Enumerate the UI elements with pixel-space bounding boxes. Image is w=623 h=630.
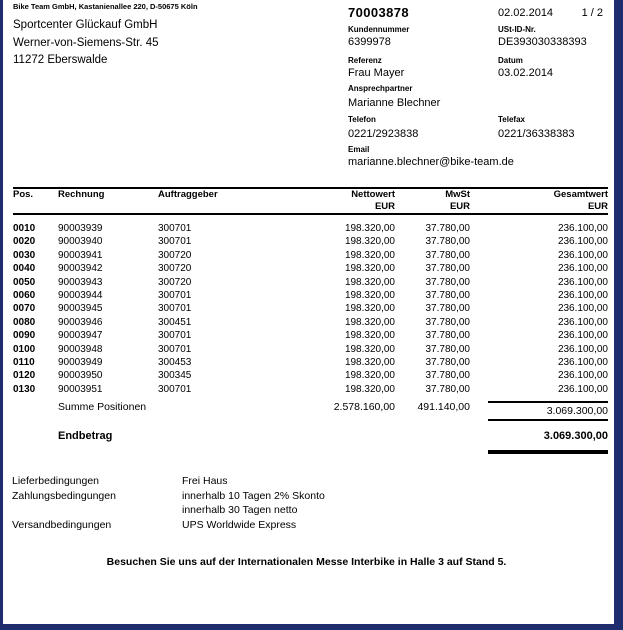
table-row xyxy=(13,302,608,315)
condition-row xyxy=(12,489,325,504)
date-value: 03.02.2014 xyxy=(498,67,554,79)
row-mwst: 37.780,00 xyxy=(425,236,470,248)
row-mwst: 37.780,00 xyxy=(425,223,470,234)
row-pos: 0090 xyxy=(13,330,36,342)
condition-row xyxy=(12,518,325,533)
col-header-nettowert: Nettowert EUR xyxy=(288,188,395,214)
row-nettowert: 198.320,00 xyxy=(344,370,395,382)
nettowert-currency: EUR xyxy=(374,201,395,212)
summe-mwst: 491.140,00 xyxy=(417,401,470,414)
table-row xyxy=(13,329,608,342)
row-rechnung: 90003944 xyxy=(58,290,103,302)
row-rechnung: 90003941 xyxy=(58,249,103,261)
row-mwst: 37.780,00 xyxy=(425,290,470,302)
row-pos: 0050 xyxy=(13,276,36,288)
row-pos: 0130 xyxy=(13,383,36,395)
col-header-pos: Pos. xyxy=(13,188,58,214)
table-row xyxy=(13,235,608,248)
condition-value: UPS Worldwide Express xyxy=(182,518,297,531)
customer-number-value: 6399978 xyxy=(348,36,391,48)
table-row xyxy=(13,343,608,356)
row-nettowert: 198.320,00 xyxy=(344,276,395,288)
row-auftraggeber: 300701 xyxy=(158,290,192,302)
customer-number-label: Kundennummer xyxy=(348,25,410,34)
row-mwst: 37.780,00 xyxy=(425,383,470,395)
row-auftraggeber: 300701 xyxy=(158,236,192,248)
summe-netto: 2.578.160,00 xyxy=(333,401,395,414)
row-nettowert: 198.320,00 xyxy=(344,290,395,302)
endbetrag-double-rule xyxy=(488,450,608,454)
row-nettowert: 198.320,00 xyxy=(344,383,395,395)
row-gesamtwert: 236.100,00 xyxy=(557,330,608,342)
row-auftraggeber: 300345 xyxy=(158,370,192,382)
condition-label: Zahlungsbedingungen xyxy=(12,489,116,502)
table-row xyxy=(13,369,608,382)
col-header-mwst: MwSt EUR xyxy=(395,188,470,214)
row-gesamtwert: 236.100,00 xyxy=(557,316,608,328)
row-auftraggeber: 300701 xyxy=(158,223,192,234)
row-rechnung: 90003948 xyxy=(58,343,103,355)
row-nettowert: 198.320,00 xyxy=(344,343,395,355)
document-info-block xyxy=(348,0,608,180)
condition-label xyxy=(12,503,182,518)
fax-value: 0221/36338383 xyxy=(498,128,575,140)
recipient-address-block xyxy=(13,17,159,70)
reference-label: Referenz xyxy=(348,56,382,65)
row-mwst: 37.780,00 xyxy=(425,370,470,382)
row-mwst: 37.780,00 xyxy=(425,316,470,328)
row-nettowert: 198.320,00 xyxy=(344,249,395,261)
row-auftraggeber: 300720 xyxy=(158,249,192,261)
email-label: Email xyxy=(348,145,370,154)
row-rechnung: 90003947 xyxy=(58,330,103,342)
row-gesamtwert: 236.100,00 xyxy=(557,290,608,302)
row-pos: 0080 xyxy=(13,316,36,328)
row-gesamtwert: 236.100,00 xyxy=(557,370,608,382)
row-pos: 0030 xyxy=(13,249,36,261)
condition-row xyxy=(12,474,325,489)
row-mwst: 37.780,00 xyxy=(425,249,470,261)
row-gesamtwert: 236.100,00 xyxy=(557,303,608,315)
row-mwst: 37.780,00 xyxy=(425,357,470,369)
mwst-currency: EUR xyxy=(449,201,470,212)
endbetrag-row xyxy=(13,421,608,442)
row-nettowert: 198.320,00 xyxy=(344,303,395,315)
row-pos: 0120 xyxy=(13,370,36,382)
row-rechnung: 90003943 xyxy=(58,276,103,288)
row-mwst: 37.780,00 xyxy=(425,263,470,275)
table-row xyxy=(13,249,608,262)
row-auftraggeber: 300720 xyxy=(158,263,192,275)
col-header-rechnung: Rechnung xyxy=(58,188,158,214)
table-row xyxy=(13,356,608,369)
row-auftraggeber: 300453 xyxy=(158,357,192,369)
reference-value: Frau Mayer xyxy=(348,67,405,79)
row-rechnung: 90003939 xyxy=(58,223,103,234)
table-row xyxy=(13,262,608,275)
phone-label: Telefon xyxy=(348,115,376,124)
endbetrag-rule-row xyxy=(13,442,608,454)
contact-person-value: Marianne Blechner xyxy=(348,97,441,109)
page-border-bottom xyxy=(0,624,623,630)
row-auftraggeber: 300720 xyxy=(158,276,192,288)
condition-value: innerhalb 10 Tagen 2% Skonto xyxy=(182,489,325,502)
row-auftraggeber: 300701 xyxy=(158,330,192,342)
document-date: 02.02.2014 xyxy=(498,7,554,19)
row-pos: 0040 xyxy=(13,263,36,275)
vat-id-value: DE393030338393 xyxy=(498,36,587,48)
condition-value: Frei Haus xyxy=(182,475,228,487)
page-border-left xyxy=(0,0,3,630)
row-pos: 0010 xyxy=(13,223,36,234)
contact-person-label: Ansprechpartner xyxy=(348,84,413,93)
phone-value: 0221/2923838 xyxy=(348,128,419,140)
table-row xyxy=(13,289,608,302)
row-nettowert: 198.320,00 xyxy=(344,223,395,234)
row-auftraggeber: 300701 xyxy=(158,343,192,355)
table-row xyxy=(13,214,608,235)
endbetrag-label: Endbetrag xyxy=(58,430,113,443)
positions-table-header xyxy=(13,188,608,214)
positions-table-summary xyxy=(13,396,608,454)
row-gesamtwert: 236.100,00 xyxy=(557,223,608,234)
footer-note: Besuchen Sie uns auf der Internationalen Messe Interbike in Halle 3 auf Stand 5. xyxy=(106,556,507,568)
row-auftraggeber: 300451 xyxy=(158,316,192,328)
row-rechnung: 90003951 xyxy=(58,383,103,395)
page-indicator: 1 / 2 xyxy=(581,7,603,19)
row-rechnung: 90003940 xyxy=(58,236,103,248)
summe-gesamt: 3.069.300,00 xyxy=(488,401,608,421)
row-mwst: 37.780,00 xyxy=(425,303,470,315)
vat-id-label: USt-ID-Nr. xyxy=(498,25,536,34)
recipient-street: Werner-von-Siemens-Str. 45 xyxy=(13,36,159,49)
summe-gesamt-cell xyxy=(470,396,608,421)
row-gesamtwert: 236.100,00 xyxy=(557,236,608,248)
row-nettowert: 198.320,00 xyxy=(344,357,395,369)
positions-table xyxy=(13,187,608,454)
condition-value: innerhalb 30 Tagen netto xyxy=(182,504,298,517)
condition-label: Versandbedingungen xyxy=(12,518,112,531)
row-nettowert: 198.320,00 xyxy=(344,263,395,275)
document-number: 70003878 xyxy=(348,5,410,20)
gesamtwert-currency: EUR xyxy=(587,201,608,212)
row-gesamtwert: 236.100,00 xyxy=(557,263,608,275)
condition-label: Lieferbedingungen xyxy=(12,475,99,487)
positions-table-body xyxy=(13,214,608,396)
row-auftraggeber: 300701 xyxy=(158,303,192,315)
recipient-name: Sportcenter Glückauf GmbH xyxy=(13,19,158,31)
row-nettowert: 198.320,00 xyxy=(344,236,395,248)
row-mwst: 37.780,00 xyxy=(425,343,470,355)
row-gesamtwert: 236.100,00 xyxy=(557,383,608,395)
row-rechnung: 90003942 xyxy=(58,263,103,275)
row-rechnung: 90003949 xyxy=(58,357,103,369)
row-gesamtwert: 236.100,00 xyxy=(557,357,608,369)
row-nettowert: 198.320,00 xyxy=(344,330,395,342)
summe-positionen-row xyxy=(13,396,608,421)
row-pos: 0020 xyxy=(13,236,36,248)
row-nettowert: 198.320,00 xyxy=(344,316,395,328)
col-header-auftraggeber: Auftraggeber xyxy=(158,188,288,214)
row-rechnung: 90003946 xyxy=(58,316,103,328)
row-gesamtwert: 236.100,00 xyxy=(557,249,608,261)
page-border-right xyxy=(614,0,623,630)
col-header-gesamtwert: Gesamtwert EUR xyxy=(470,188,608,214)
row-rechnung: 90003945 xyxy=(58,303,103,315)
email-value: marianne.blechner@bike-team.de xyxy=(348,156,514,168)
condition-row xyxy=(12,503,325,518)
row-auftraggeber: 300701 xyxy=(158,383,192,395)
table-row xyxy=(13,383,608,396)
row-pos: 0060 xyxy=(13,290,36,302)
recipient-city: 11272 Eberswalde xyxy=(13,54,108,66)
sender-address-line: Bike Team GmbH, Kastanienallee 220, D-50675 Köln xyxy=(13,2,198,11)
row-pos: 0070 xyxy=(13,303,36,315)
date-label: Datum xyxy=(498,56,523,65)
row-gesamtwert: 236.100,00 xyxy=(557,343,608,355)
table-row xyxy=(13,276,608,289)
conditions-block xyxy=(12,474,325,532)
row-rechnung: 90003950 xyxy=(58,370,103,382)
table-row xyxy=(13,316,608,329)
fax-label: Telefax xyxy=(498,115,525,124)
row-pos: 0110 xyxy=(13,357,35,369)
row-pos: 0100 xyxy=(13,343,36,355)
endbetrag-gesamt: 3.069.300,00 xyxy=(543,430,608,443)
row-mwst: 37.780,00 xyxy=(425,276,470,288)
row-gesamtwert: 236.100,00 xyxy=(557,276,608,288)
row-mwst: 37.780,00 xyxy=(425,330,470,342)
summe-label: Summe Positionen xyxy=(58,401,147,414)
